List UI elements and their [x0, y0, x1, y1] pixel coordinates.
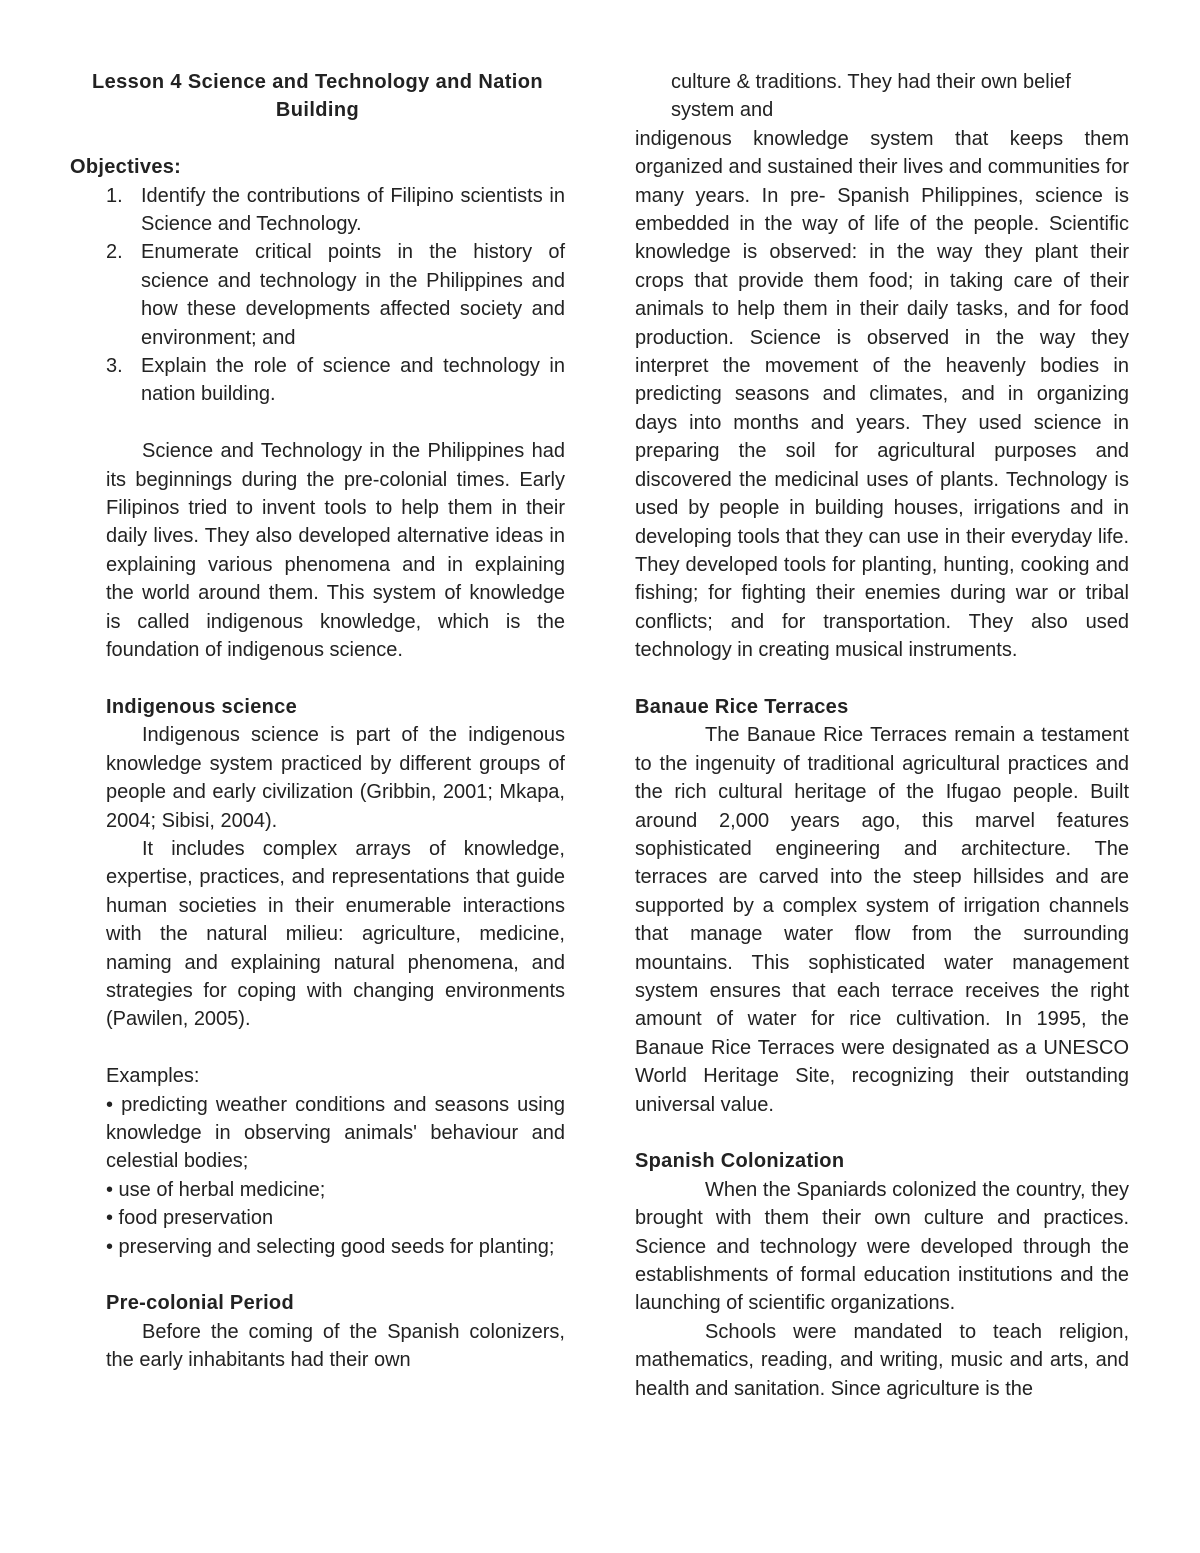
objective-number: 1.	[106, 184, 123, 207]
objective-item	[106, 182, 565, 239]
spacer	[70, 1261, 565, 1289]
objective-text: Identify the contributions of Filipino scientists in Science and Technology.	[141, 184, 565, 236]
examples-heading: Examples:	[106, 1065, 200, 1088]
spacer	[635, 665, 1129, 693]
precolonial-heading: Pre-colonial Period	[106, 1292, 294, 1315]
example-item: • predicting weather conditions and seasons using knowledge in observing animals' behaviour and celestial bodies;	[106, 1093, 565, 1173]
intro-paragraph: Science and Technology in the Philippines had its beginnings during the pre-colonial times. Early Filipinos tried to invent tools to help them in their daily lives. They also developed alternative ideas in explaining various phenomena and in explaining the world around them. This system of knowledge is called indigenous knowledge, which is the foundation of indigenous science.	[106, 440, 565, 662]
example-item: • preserving and selecting good seeds for planting;	[106, 1235, 555, 1258]
indigenous-science-paragraph: It includes complex arrays of knowledge, expertise, practices, and representations that guide human societies in their enumerable interactions with the natural milieu: agriculture, medicine, naming and explaining natural phenomena, and strategies for coping with changing environments (Pawilen, 2005).	[106, 837, 565, 1031]
objective-item	[106, 238, 565, 352]
objective-text: Explain the role of science and technology in nation building.	[141, 355, 565, 406]
spacer	[70, 409, 565, 437]
spanish-colonization-paragraph: Schools were mandated to teach religion, mathematics, reading, and writing, music and arts, and health and sanitation. Since agriculture is the	[635, 1320, 1129, 1400]
objective-number: 3.	[106, 355, 123, 378]
spacer	[635, 1119, 1129, 1147]
spanish-colonization-heading: Spanish Colonization	[635, 1150, 845, 1173]
indigenous-science-heading: Indigenous science	[106, 695, 298, 718]
objective-text: Enumerate critical points in the history of science and technology in the Philippines and how these developments affected society and environment; and	[141, 241, 565, 349]
spacer	[70, 125, 565, 153]
objectives-list	[70, 182, 565, 409]
spacer	[70, 665, 565, 693]
example-item: • use of herbal medicine;	[106, 1178, 326, 1201]
objectives-heading: Objectives:	[70, 156, 182, 179]
indigenous-science-paragraph: Indigenous science is part of the indigenous knowledge system practiced by different groups of people and early civilization (Gribbin, 2001; Mkapa, 2004; Sibisi, 2004).	[106, 724, 565, 832]
continued-paragraph: culture & traditions. They had their own belief system and	[671, 71, 1071, 122]
example-item: • food preservation	[106, 1207, 274, 1230]
banaue-heading: Banaue Rice Terraces	[635, 695, 849, 718]
page-title: Lesson 4 Science and Technology and Nation Building	[92, 71, 543, 122]
spacer	[70, 1034, 565, 1062]
banaue-paragraph: The Banaue Rice Terraces remain a testament to the ingenuity of traditional agricultural practices and the rich cultural heritage of the Ifugao people. Built around 2,000 years ago, this marvel features sophisticated engineering and architecture. The terraces are carved into the steep hillsides and are supported by a complex system of irrigation channels that manage water flow from the surrounding mountains. This sophisticated water management system ensures that each terrace receives the right amount of water for rice cultivation. In 1995, the Banaue Rice Terraces were designated as a UNESCO World Heritage Site, recognizing their outstanding universal value.	[635, 724, 1129, 1116]
objective-number: 2.	[106, 241, 123, 264]
precolonial-paragraph: Before the coming of the Spanish colonizers, the early inhabitants had their own	[106, 1320, 565, 1372]
spanish-colonization-paragraph: When the Spaniards colonized the country, they brought with them their own culture and practices. Science and technology were developed through the establishments of formal education institutions and the launching of scientific organizations.	[635, 1178, 1129, 1315]
indigenous-system-paragraph: indigenous knowledge system that keeps them organized and sustained their lives and communities for many years. In pre- Spanish Philippines, science is embedded in the way of life of the people. Scientific knowledge is observed: in the way they plant their crops that provide them food; in taking care of their animals to help them in their daily tasks, and for food production. Science is observed in the way they interpret the movement of the heavenly bodies in predicting seasons and climates, and in organizing days into months and years. They used science in preparing the soil for agricultural purposes and discovered the medicinal uses of plants. Technology is used by people in building houses, irrigations and in developing tools that they can use in their everyday life. They developed tools for planting, hunting, cooking and fishing; for fighting their enemies during war or tribal conflicts; and for transportation. They also used technology in creating musical instruments.	[635, 127, 1129, 662]
objective-item	[106, 352, 565, 409]
left-column	[70, 68, 565, 1375]
right-column	[635, 68, 1129, 1403]
